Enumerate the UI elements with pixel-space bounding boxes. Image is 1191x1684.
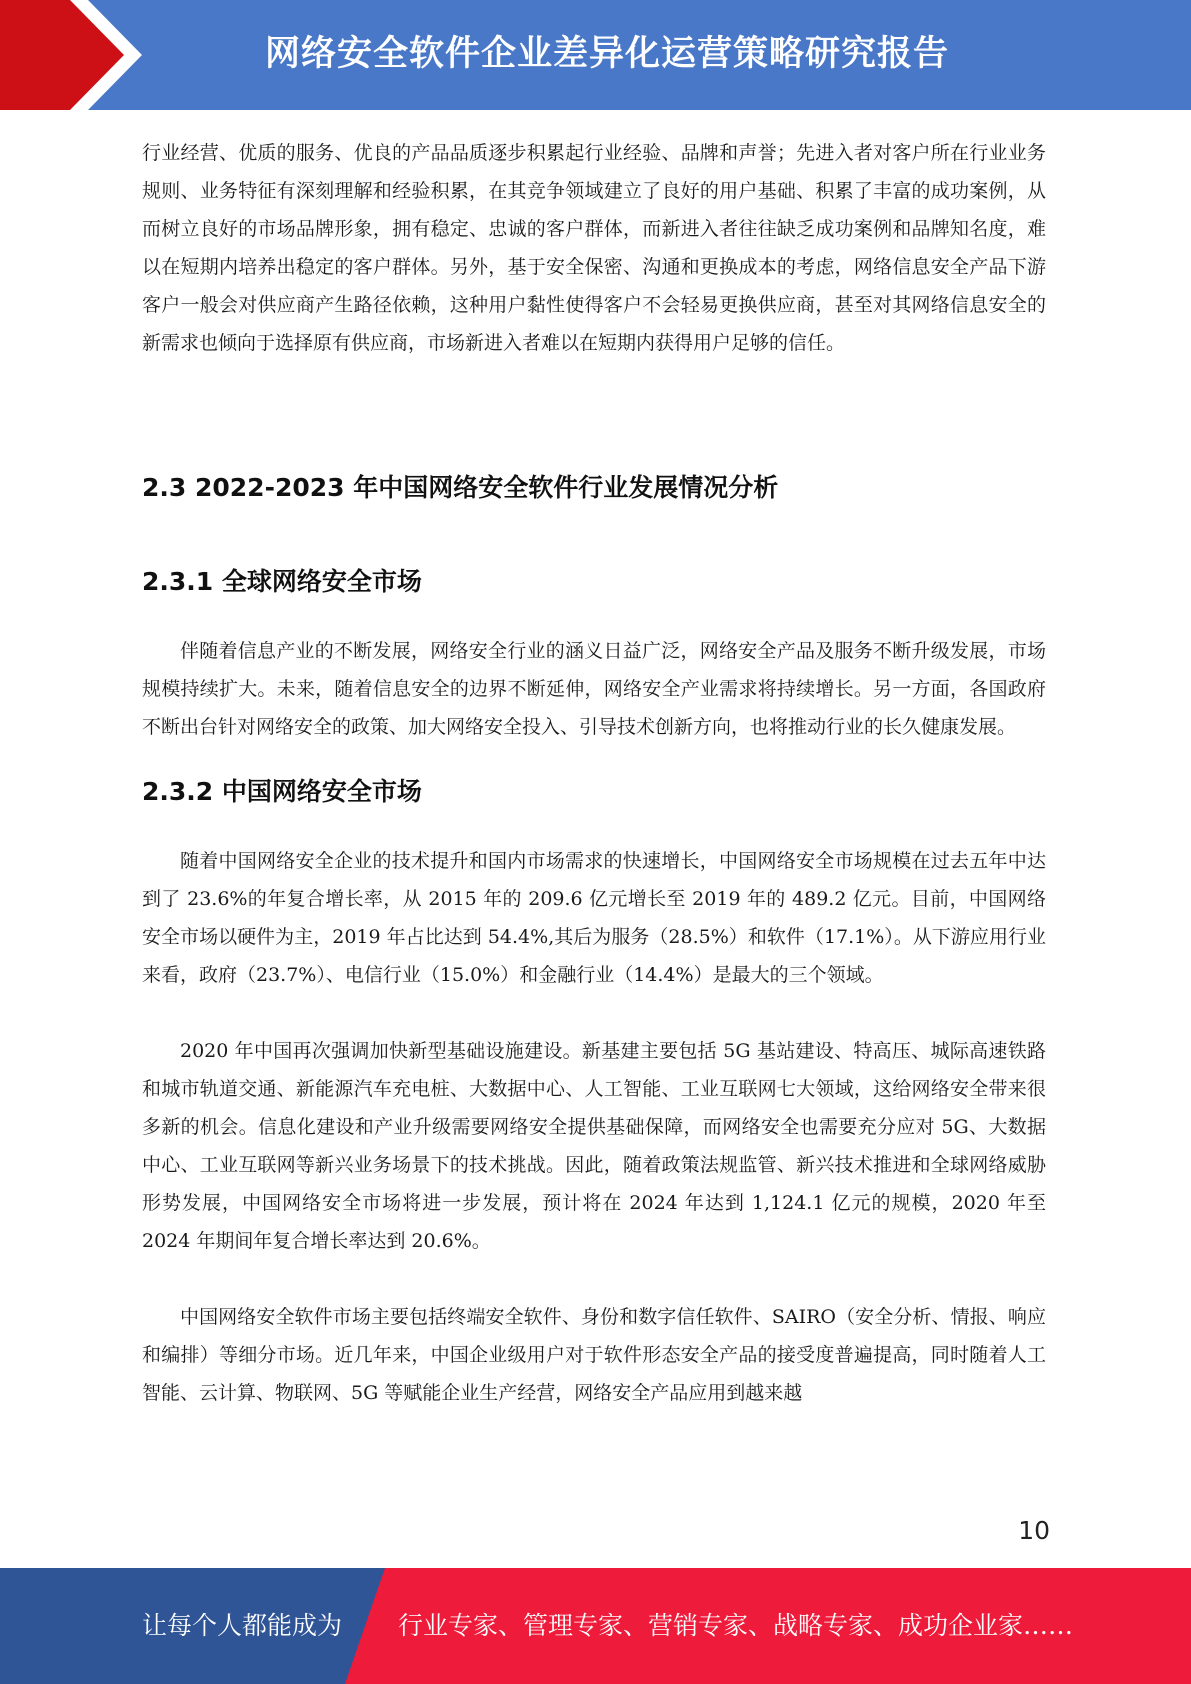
footer-slogan-left: 让每个人都能成为 — [142, 1611, 343, 1640]
header-red-chevron — [0, 0, 150, 110]
section-heading-2-3: 2.3 2022-2023 年中国网络安全软件行业发展情况分析 — [142, 473, 779, 502]
section-2-3-1-paragraph: 伴随着信息产业的不断发展，网络安全行业的涵义日益广泛，网络安全产品及服务不断升级发展，市场规模持续扩大。未来，随着信息安全的边界不断延伸，网络安全产业需求将持续增长。另一方面，各国政府不断出台针对网络安全的政策、加大网络安全投入、引导技术创新方向，也将推动行业的长久健康发展。 — [142, 640, 1046, 738]
section-2-3-2-paragraph-3: 中国网络安全软件市场主要包括终端安全软件、身份和数字信任软件、SAIRO（安全分析、情报、响应和编排）等细分市场。近几年来，中国企业级用户对于软件形态安全产品的接受度普遍提高，同时随着人工智能、云计算、物联网、5G 等赋能企业生产经营，网络安全产品应用到越来越 — [142, 1306, 1046, 1404]
section-2-3-2-paragraph-1: 随着中国网络安全企业的技术提升和国内市场需求的快速增长，中国网络安全市场规模在过去五年中达到了 23.6%的年复合增长率，从 2015 年的 209.6 亿元增长至 2019 年的 489.2 亿元。目前，中国网络安全市场以硬件为主，2019 年占比达到 54.4%,其后为服务（28.5%）和软件（17.1%）。从下游应用行业来看，政府（23.7%）、电信行业（15.0%）和金融行业（14.4%）是最大的三个领域。 — [142, 850, 1046, 986]
page-content — [142, 134, 1046, 1412]
page-footer — [0, 1568, 1191, 1684]
page-number: 10 — [1018, 1516, 1050, 1545]
document-title: 网络安全软件企业差异化运营策略研究报告 — [265, 34, 950, 74]
section-2-3-2-paragraph-2: 2020 年中国再次强调加快新型基础设施建设。新基建主要包括 5G 基站建设、特高压、城际高速铁路和城市轨道交通、新能源汽车充电桩、大数据中心、人工智能、工业互联网七大领域，这给网络安全带来很多新的机会。信息化建设和产业升级需要网络安全提供基础保障，而网络安全也需要充分应对 5G、大数据中心、工业互联网等新兴业务场景下的技术挑战。因此，随着政策法规监管、新兴技术推进和全球网络威胁形势发展，中国网络安全市场将进一步发展，预计将在 2024 年达到 1,124.1 亿元的规模，2020 年至 2024 年期间年复合增长率达到 20.6%。 — [142, 1040, 1046, 1252]
footer-slogan-right: 行业专家、管理专家、营销专家、战略专家、成功企业家…… — [398, 1611, 1074, 1640]
intro-paragraph: 行业经营、优质的服务、优良的产品品质逐步积累起行业经验、品牌和声誉；先进入者对客户所在行业业务规则、业务特征有深刻理解和经验积累，在其竞争领域建立了良好的用户基础、积累了丰富的成功案例，从而树立良好的市场品牌形象，拥有稳定、忠诚的客户群体，而新进入者往往缺乏成功案例和品牌知名度，难以在短期内培养出稳定的客户群体。另外，基于安全保密、沟通和更换成本的考虑，网络信息安全产品下游客户一般会对供应商产生路径依赖，这种用户黏性使得客户不会轻易更换供应商，甚至对其网络信息安全的新需求也倾向于选择原有供应商，市场新进入者难以在短期内获得用户足够的信任。 — [142, 142, 1046, 354]
page-header — [0, 0, 1191, 110]
section-heading-2-3-1: 2.3.1 全球网络安全市场 — [142, 567, 422, 596]
section-heading-2-3-2: 2.3.2 中国网络安全市场 — [142, 777, 422, 806]
